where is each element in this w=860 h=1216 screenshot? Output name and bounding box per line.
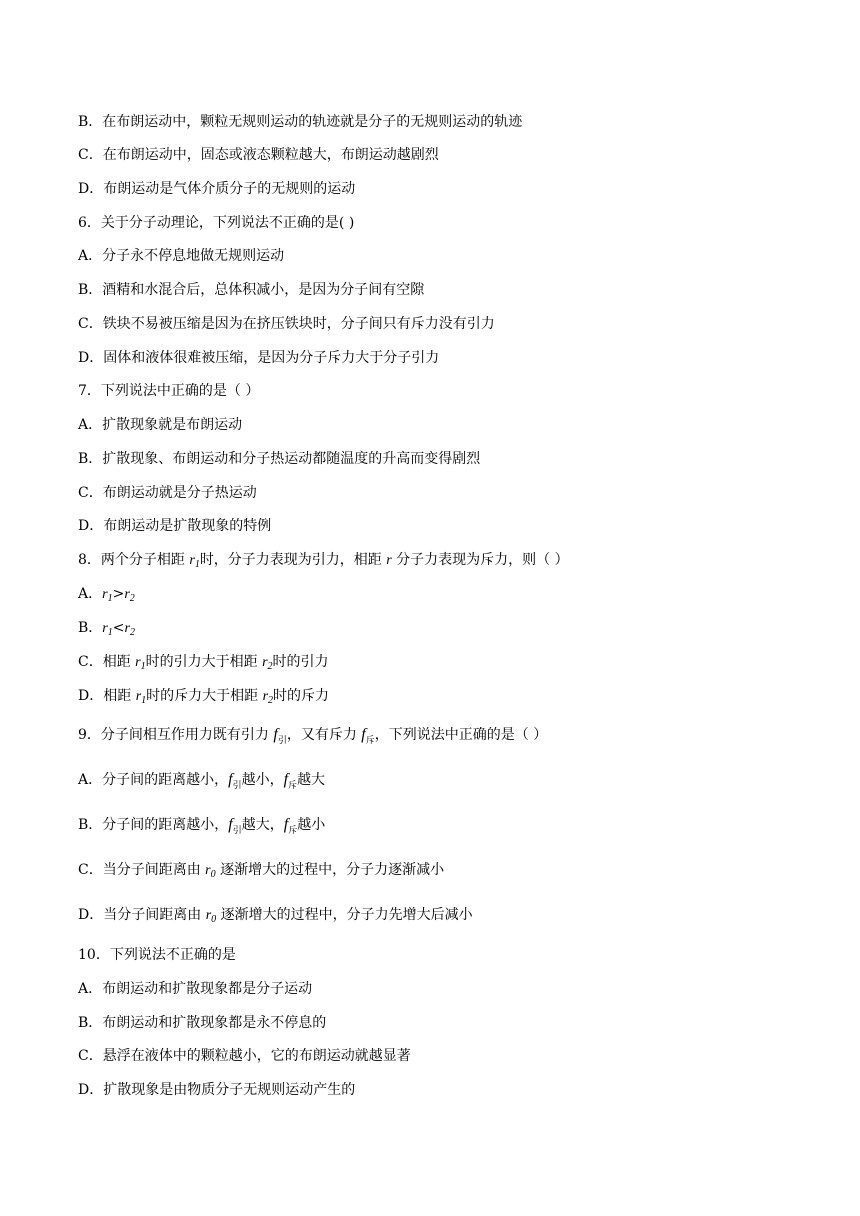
q9-b-text-c: 越小 (297, 817, 326, 833)
q10-option-b: B．布朗运动和扩散现象都是永不停息的 (78, 1015, 327, 1031)
q9-a-sub1: 引 (232, 781, 242, 791)
q8-option-a (78, 585, 135, 604)
q9-option-d (78, 906, 473, 925)
q8-c-text-c: 时的引力 (272, 654, 329, 670)
q5-option-d: D．布朗运动是气体介质分子的无规则的运动 (78, 181, 356, 197)
q8-d-sub1: 1 (141, 695, 147, 706)
q9-stem-text-b: ，又有斥力 (286, 727, 362, 743)
q9-stem (78, 726, 547, 744)
q9-d-sub0: 0 (211, 914, 217, 925)
q9-c-r: r (205, 863, 211, 878)
q9-a-text-c: 越大 (297, 772, 326, 788)
q8-c-r2: r (262, 655, 268, 670)
q9-a-text-b: 越小， (241, 772, 284, 788)
q9-f-repel-sub: 斥 (365, 736, 375, 746)
q5-option-c: C．在布朗运动中，固态或液态颗粒越大，布朗运动越剧烈 (78, 147, 439, 163)
q9-b-f1: f (228, 816, 233, 833)
q9-c-text-a: C．当分子间距离由 (78, 862, 206, 878)
q9-c-sub0: 0 (210, 869, 216, 880)
q9-c-text-b: 逐渐增大的过程中，分子力逐渐减小 (215, 862, 445, 878)
q8-option-b (78, 619, 135, 638)
q8-stem-text-a: 8．两个分子相距 (78, 552, 190, 568)
q8-d-text-c: 时的斥力 (273, 688, 330, 704)
q8-a-sub2: 2 (129, 593, 135, 604)
q8-option-d (78, 687, 329, 706)
q7-stem: 7．下列说法中正确的是（ ） (78, 383, 260, 399)
q6-option-a: A．分子永不停息地做无规则运动 (78, 248, 285, 264)
q8-a-r2: r (124, 587, 130, 602)
q8-r1-subscript: 1 (194, 559, 200, 570)
q9-f-repel-symbol: f (361, 726, 366, 743)
q6-stem: 6．关于分子动理论，下列说法不正确的是( ) (78, 215, 355, 231)
q8-b-r1: r (102, 621, 108, 636)
q8-r-symbol: r (386, 553, 392, 568)
q8-b-sub2: 2 (129, 627, 135, 638)
q8-c-text-a: C．相距 (78, 654, 136, 670)
q9-b-f2: f (283, 816, 289, 833)
q8-b-sub1: 1 (107, 627, 113, 638)
q10-stem: 10．下列说法不正确的是 (78, 947, 236, 963)
q8-a-sub1: 1 (107, 593, 113, 604)
q8-a-r1: r (102, 587, 108, 602)
q8-d-text-b: 时的斥力大于相距 (146, 688, 263, 704)
q8-d-text-a: D．相距 (78, 688, 136, 704)
q5-option-b: B．在布朗运动中，颗粒无规则运动的轨迹就是分子的无规则运动的轨迹 (78, 114, 523, 130)
q8-c-sub1: 1 (140, 661, 146, 672)
q9-b-sub1: 引 (232, 826, 242, 836)
q6-option-c: C．铁块不易被压缩是因为在挤压铁块时，分子间只有斥力没有引力 (78, 316, 495, 332)
q10-option-d: D．扩散现象是由物质分子无规则运动产生的 (78, 1082, 356, 1098)
q9-a-f1: f (228, 771, 233, 788)
q8-a-greater-than: > (112, 586, 125, 602)
q9-a-f2: f (283, 771, 289, 788)
q9-f-attract-symbol: f (273, 726, 278, 743)
q7-option-a: A．扩散现象就是布朗运动 (78, 417, 243, 433)
q7-option-c: C．布朗运动就是分子热运动 (78, 485, 257, 501)
q8-c-r1: r (135, 655, 141, 670)
q9-stem-text-c: ，下列说法中正确的是（ ） (374, 727, 548, 743)
q8-stem-text-c: 分子力表现为斥力，则（ ） (391, 552, 569, 568)
q8-d-r2: r (262, 689, 269, 704)
q9-b-text-b: 越大， (241, 817, 284, 833)
q9-f-attract-sub: 引 (277, 736, 287, 746)
q8-b-less-than: < (112, 620, 125, 636)
q8-option-a-label: A． (78, 586, 103, 602)
q9-d-r: r (205, 908, 212, 923)
q8-option-c (78, 653, 329, 672)
q9-b-text-a: B．分子间的距离越小， (78, 817, 229, 833)
q9-option-b (78, 816, 325, 834)
q10-option-a: A．布朗运动和扩散现象都是分子运动 (78, 981, 313, 997)
q6-option-d: D．固体和液体很难被压缩，是因为分子斥力大于分子引力 (78, 350, 440, 366)
q9-stem-text-a: 9．分子间相互作用力既有引力 (78, 727, 274, 743)
q7-option-b: B．扩散现象、布朗运动和分子热运动都随温度的升高而变得剧烈 (78, 451, 481, 467)
q6-option-b: B．酒精和水混合后，总体积减小，是因为分子间有空隙 (78, 282, 425, 298)
q8-c-text-b: 时的引力大于相距 (145, 654, 263, 670)
q9-b-sub2: 斥 (288, 826, 298, 836)
q8-d-r1: r (135, 689, 142, 704)
q8-c-sub2: 2 (267, 661, 273, 672)
q8-r1-symbol: r (189, 553, 195, 568)
q8-d-sub2: 2 (268, 695, 274, 706)
q8-b-r2: r (124, 621, 130, 636)
q9-option-c (78, 861, 444, 880)
q9-d-text-a: D．当分子间距离由 (78, 907, 206, 923)
q9-a-text-a: A．分子间的距离越小， (78, 772, 229, 788)
q8-stem-text-b: 时，分子力表现为引力，相距 (199, 552, 387, 568)
q8-option-b-label: B． (78, 620, 103, 636)
q9-option-a (78, 771, 325, 789)
q9-d-text-b: 逐渐增大的过程中，分子力先增大后减小 (216, 907, 473, 923)
q8-stem (78, 551, 569, 570)
q7-option-d: D．布朗运动是扩散现象的特例 (78, 518, 272, 534)
q10-option-c: C．悬浮在液体中的颗粒越小，它的布朗运动就越显著 (78, 1048, 411, 1064)
q9-a-sub2: 斥 (288, 781, 298, 791)
